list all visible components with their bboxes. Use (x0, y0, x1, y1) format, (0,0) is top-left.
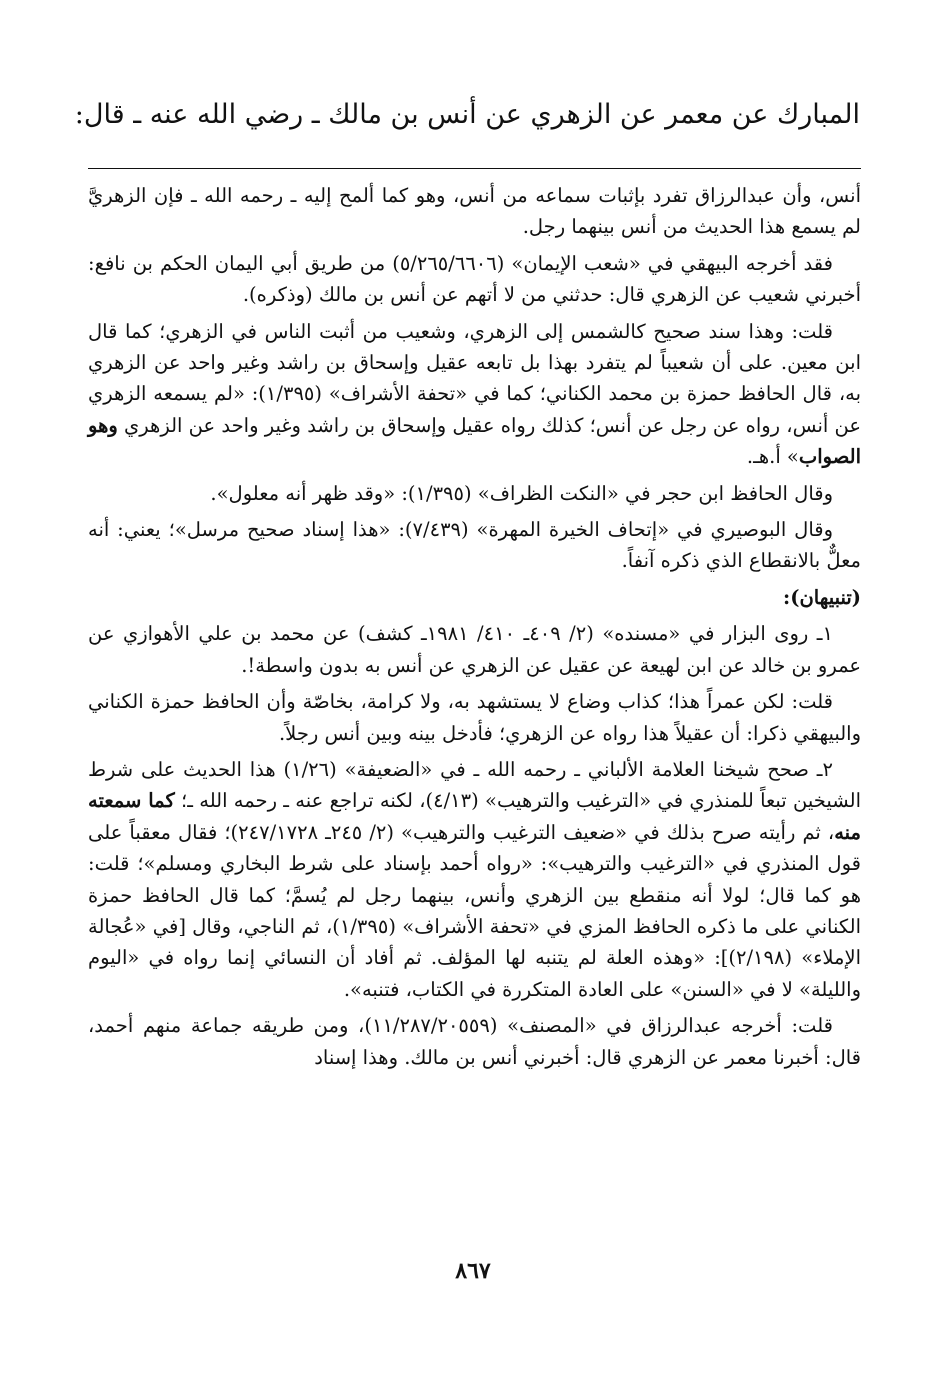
footnotes-block (88, 180, 861, 1078)
footnote-paragraph (88, 754, 861, 1005)
footnote-paragraph: فقد أخرجه البيهقي في «شعب الإيمان» (٥/٢٦٥/٦٦٠٦) من طريق أبي اليمان الحكم بن نافع: أخبرني شعيب عن الزهري قال: حدثني من لا أتهم عن أنس بن مالك (وذكره). (88, 251, 861, 307)
footnote-paragraph: قلت: لكن عمراً هذا؛ كذاب وضاع لا يستشهد به، ولا كرامة، بخاصّة وأن الحافظ حمزة الكناني والبيهقي ذكرا: أن عقيلاً هذا رواه عن الزهري؛ فأدخل بينه وبين أنس رجلاً. (88, 690, 861, 745)
main-text-block (74, 95, 860, 135)
footnote-divider (88, 168, 861, 169)
footnote-paragraph (88, 316, 861, 473)
footnote-heading (88, 582, 861, 613)
footnote-paragraph: ١ـ روى البزار في «مسنده» (٢/ ٤٠٩ـ ٤١٠/ ١٩٨١ـ كشف) عن محمد بن علي الأهوازي عن عمرو بن خالد عن ابن لهيعة عن عقيل عن الزهري عن أنس به بدون واسطة!. (88, 622, 861, 677)
footnote-text: قلت: وهذا سند صحيح كالشمس إلى الزهري، وشعيب من أثبت الناس في الزهري؛ كما قال ابن معين. على أن شعيباً لم يتفرد بهذا بل تابعه عقيل وإسحاق بن راشد وغير واحد عن الزهري به، قال الحافظ حمزة بن محمد الكناني؛ كما في «تحفة الأشراف» (١/٣٩٥): «لم يسمعه الزهري عن أنس، رواه عن رجل عن أنس؛ كذلك رواه عقيل وإسحاق بن راشد وغير واحد عن الزهري (88, 319, 861, 437)
footnote-bold-text: كما سمعته منه (88, 789, 861, 844)
footnote-heading-text: (تنبيهان): (783, 585, 861, 609)
footnote-bold-text: وهو الصواب (88, 413, 861, 469)
footnote-text: ، ثم رأيته صرح بذلك في «ضعيف الترغيب والترهيب» (٢/ ٢٤٥ـ ٢٤٧/١٧٢٨)؛ فقال معقباً على قول المنذري في «الترغيب والترهيب»: «رواه أحمد بإسناد على شرط البخاري ومسلم»؛ قلت: هو كما قال؛ لولا أنه منقطع بين الزهري وأنس، بينهما رجل لم يُسمَّ؛ كما قال الحافظ حمزة الكناني على ما ذكره الحافظ المزي في «تحفة الأشراف» (١/٣٩٥)، ثم الناجي، وقال [في «عُجالة الإملاء» (٢/١٩٨)]: «وهذه العلة لم يتنبه لها المؤلف. ثم أفاد أن النسائي إنما رواه في «اليوم والليلة» لا في «السنن» على العادة المتكررة في الكتاب، فتنبه». (88, 820, 862, 1001)
footnote-text: » أ.هـ. (746, 445, 799, 469)
footnote-paragraph: وقال البوصيري في «إتحاف الخيرة المهرة» (٧/٤٣٩): «هذا إسناد صحيح مرسل»؛ يعني: أنه معلٌّ بالانقطاع الذي ذكره آنفاً. (88, 518, 861, 573)
footnote-paragraph: وقال الحافظ ابن حجر في «النكت الظراف» (١/٣٩٥): «وقد ظهر أنه معلول». (210, 481, 833, 505)
footnote-paragraph: أنس، وأن عبدالرزاق تفرد بإثبات سماعه من أنس، وهو كما ألمح إليه ـ رحمه الله ـ فإن الزهريَّ لم يسمع هذا الحديث من أنس بينهما رجل. (88, 184, 861, 239)
page-number: ٨٦٧ (455, 1258, 491, 1284)
main-text-line: المبارك عن معمر عن الزهري عن أنس بن مالك ـ رضي الله عنه ـ قال: (74, 99, 860, 130)
footnote-paragraph: قلت: أخرجه عبدالرزاق في «المصنف» (١١/٢٨٧/٢٠٥٥٩)، ومن طريقه جماعة منهم أحمد، قال: أخبرنا معمر عن الزهري قال: أخبرني أنس بن مالك. وهذا إسناد (88, 1014, 861, 1069)
footnote-text: ٢ـ صحح شيخنا العلامة الألباني ـ رحمه الله ـ في «الضعيفة» (١/٢٦) هذا الحديث على شرط الشيخين تبعاً للمنذري في «الترغيب والترهيب» (٤/١٣)، لكنه تراجع عنه ـ رحمه الله ـ؛ (88, 757, 861, 813)
